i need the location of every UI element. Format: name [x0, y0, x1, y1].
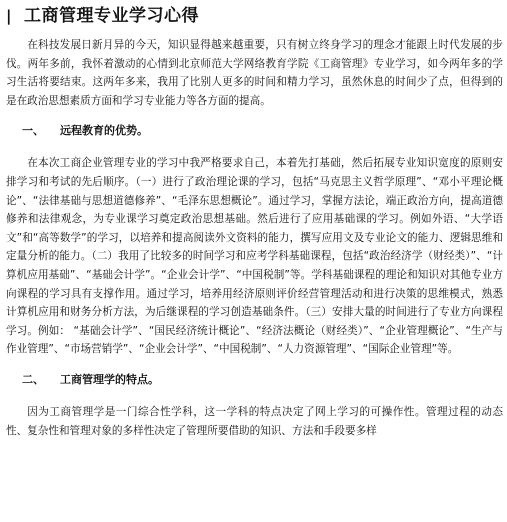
section-heading-2 — [22, 371, 503, 389]
intro-paragraph: 在科技发展日新月异的今天，知识显得越来越重要，只有树立终身学习的理念才能跟上时代发展的步伐。两年多前，我怀着激动的心情到北京师范大学网络教育学院《工商管理》专业学习，如今两年多的学习生活将要结束。这两年多来，我用了比别人更多的时间和精力学习，虽然休息的时间少了点，但得到的是在政治思想素质方面和学习专业能力等各方面的提高。 — [6, 39, 503, 107]
section-2-paragraph: 因为工商管理学是一门综合性学科，这一学科的特点决定了网上学习的可操作性。管理过程的动态性、复杂性和管理对象的多样性决定了管理所要借助的知识、方法和手段要多样 — [6, 405, 503, 437]
section-number-1: 一、 — [22, 124, 44, 138]
section-1-paragraph: 在本次工商企业管理专业的学习中我严格要求自己，本着先打基础，然后拓展专业知识宽度的原则安排学习和考试的先后顺序。（一）进行了政治理论课的学习，包括“马克思主义哲学原理”、“邓小平理论概论”、“法律基础与思想道德修养”、“毛泽东思想概论”。通过学习，掌握方法论，端正政治方向，提高道德修养和法律观念，为专业课学习奠定政治思想基础。然后进行了应用基础课的学习。例如外语、“大学语文”和“高等数学”的学习，以培养和提高阅读外文资料的能力，撰写应用文及专业论文的能力、逻辑思维和定量分析的能力。（二）我用了比较多的时间学习和应考学科基础课程，包括“政治经济学（财经类）”、“计算机应用基础”、“基础会计学”。“企业会计学”、“中国税制”等。学科基础课程的理论和知识对其他专业方向课程的学习具有支撑作用。通过学习，培养用经济原则评价经营管理活动和进行决策的思维模式，熟悉计算机应用和财务分析方法，为后继课程的学习创造基础条件。（三）安排大量的时间进行了专业方向课程学习。例如： “基础会计学”、“国民经济统计概论”、“经济法概论（财经类）”、“企业管理概论”、“生产与作业管理”、“市场营销学”、“企业会计学”、“中国税制”、“人力资源管理”、“国际企业管理”等。 — [6, 157, 503, 356]
page-title: 工商管理专业学习心得 — [24, 6, 199, 26]
section-heading-1 — [22, 122, 503, 140]
section-number-2: 二、 — [22, 372, 44, 386]
title-marker: | — [6, 7, 12, 25]
section-title-2: 工商管理学的特点。 — [60, 372, 159, 386]
section-title-1: 远程教育的优势。 — [60, 124, 148, 138]
title-row — [6, 2, 503, 30]
